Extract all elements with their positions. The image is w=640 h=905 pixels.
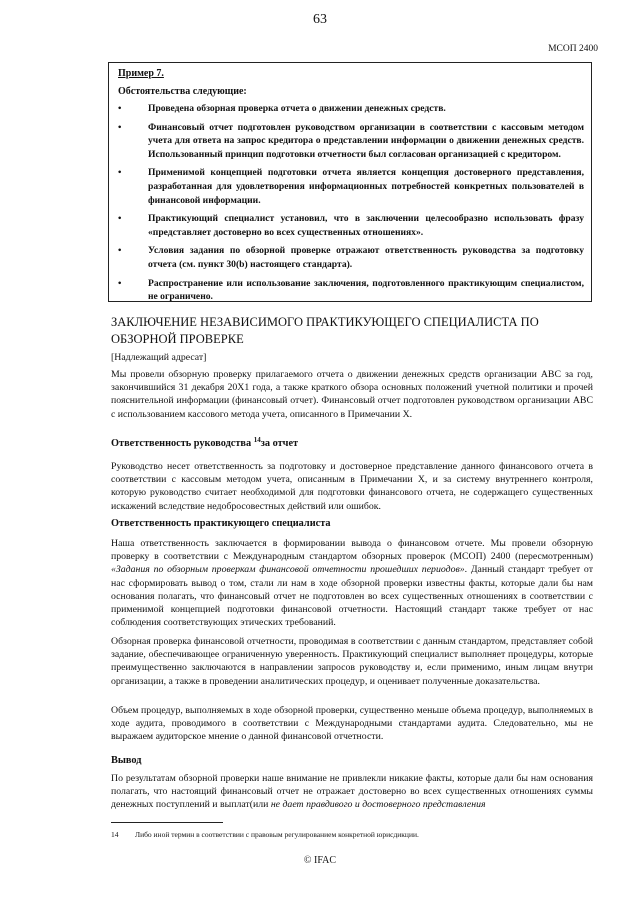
list-item: • Применимой концепцией подготовки отчета является концепция достоверного представления, разработанная для удовлетворения информационных потребностей конкретных пользователей в финансовой информации.: [118, 167, 584, 206]
footnote: [111, 830, 591, 839]
bullet-icon: •: [118, 245, 122, 257]
page-number: 63: [313, 12, 327, 27]
intro-paragraph: Мы провели обзорную проверку прилагаемого отчета о движении денежных средств организации ABC за год, закончившийся 31 декабря 20X1 года, а также краткого обзора основных положений учетной политики и прочей пояснительной информации (финансовый отчет). Финансовый отчет подготовлен руководством организации ABC с использованием кассового метода учета, описанного в Примечании X.: [111, 369, 593, 420]
conclusion-heading: Вывод: [111, 755, 142, 766]
bullet-icon: •: [118, 121, 122, 133]
footnote-number: 14: [111, 830, 119, 839]
management-responsibility-text: Руководство несет ответственность за подготовку и достоверное представление данного финансового отчета в соответствии с кассовым методом учета, описанным в Примечании X, и за систему внутреннего контроля, которую руководство считает необходимой для подготовки финансового отчета, не содержащего существенных искажений вследствие недобросовестных действий или ошибок.: [111, 461, 593, 512]
list-item: • Распространение или использование заключения, подготовленного практикующим специалистом, не ограничено.: [118, 277, 584, 303]
practitioner-responsibility-text: Наша ответственность заключается в формировании вывода о финансовом отчете. Мы провели обзорную проверку в соответствии с Международным стандартом обзорных проверок (МСОП) 2400 (пересмотренным) «Задания по обзорным проверкам финансовой отчетности прошедших периодов». Данный стандарт требует от нас сформировать вывод о том, стали ли нам в ходе обзорной проверки известны факты, которые дали бы нам основания полагать, что финансовый отчет не подготовлен во всех существенных отношениях в соответствии с применимой концепцией подготовки финансовой отчетности. Настоящий стандарт также требует от нас соблюдения соответствующих этических требований.: [111, 538, 593, 629]
review-nature-paragraph: Обзорная проверка финансовой отчетности, проводимая в соответствии с данным стандартом, представляет собой задание, обеспечивающее ограниченную уверенность. Практикующий специалист выполняет процедуры, которые преимущественно заключаются в направлении запросов руководству и, если применимо, иным лицам внутри организации, а также в проведении аналитических процедур, и оценивает полученные доказательства.: [111, 636, 593, 687]
bullet-icon: •: [118, 103, 122, 114]
addressee: [Надлежащий адресат]: [111, 352, 207, 363]
footnote-separator: [111, 822, 223, 823]
footnote-ref: 14: [253, 436, 261, 444]
footnote-text: Либо иной термин в соответствии с правовым регулированием конкретной юрисдикции.: [135, 830, 419, 839]
report-heading: ЗАКЛЮЧЕНИЕ НЕЗАВИСИМОГО ПРАКТИКУЮЩЕГО СПЕЦИАЛИСТА ПО ОБЗОРНОЙ ПРОВЕРКЕ: [111, 315, 539, 346]
practitioner-responsibility-heading: Ответственность практикующего специалиста: [111, 518, 331, 529]
circumstances-list: [118, 102, 584, 309]
management-responsibility-heading: Ответственность руководства $^{14}$за отчет: [111, 436, 299, 449]
list-item: • Практикующий специалист установил, что в заключении целесообразно использовать фразу «представляет достоверно во всех существенных отношениях».: [118, 213, 584, 238]
list-item: • Финансовый отчет подготовлен руководством организации в соответствии с кассовым методом учета для ответа на запрос кредитора о представлении информации о движении денежных средств. Использованный принцип подготовки отчетности был согласован организацией с кредитором.: [118, 121, 584, 160]
example-title: Пример 7.: [118, 68, 164, 79]
copyright: © IFAC: [303, 855, 337, 866]
list-item: • Проведена обзорная проверка отчета о движении денежных средств.: [118, 103, 446, 114]
scope-paragraph: Объем процедур, выполняемых в ходе обзорной проверки, существенно меньше объема процедур, выполняемых в ходе аудита, проводимого в соответствии с Международными стандартами аудита. Следовательно, мы не выражаем аудиторское мнение о данной финансовой отчетности.: [111, 705, 593, 743]
bullet-icon: •: [118, 213, 122, 225]
bullet-icon: •: [118, 277, 122, 289]
list-item: • Условия задания по обзорной проверке отражают ответственность руководства за подготовку отчета (см. пункт 30(b) настоящего стандарта).: [118, 245, 584, 270]
conclusion-paragraph: По результатам обзорной проверки наше внимание не привлекли никакие факты, которые дали бы нам основания полагать, что настоящий финансовый отчет не отражает достоверно во всех существенных отношениях суммы денежных поступлений и выплат(или не дает правдивого и достоверного представления: [111, 773, 593, 811]
standard-code: МСОП 2400: [548, 44, 598, 54]
bullet-icon: •: [118, 167, 122, 179]
example-subtitle: Обстоятельства следующие:: [118, 86, 247, 97]
